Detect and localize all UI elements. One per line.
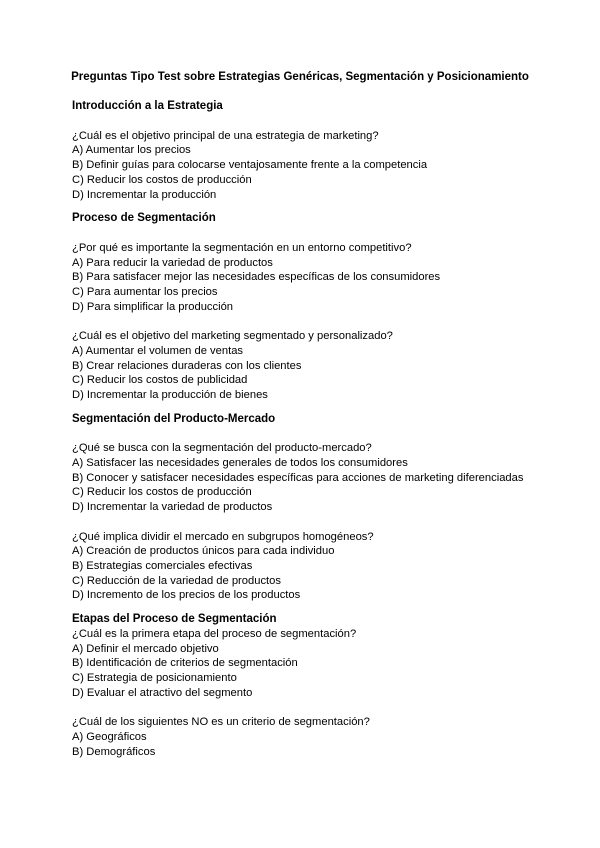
section-heading: Etapas del Proceso de Segmentación <box>72 613 277 626</box>
answer-option: B) Para satisfacer mejor las necesidades específicas de los consumidores <box>72 271 441 284</box>
question-block <box>72 241 542 315</box>
answer-option: B) Definir guías para colocarse ventajosamente frente a la competencia <box>72 159 428 172</box>
answer-option: A) Aumentar el volumen de ventas <box>72 344 244 357</box>
question-block <box>72 329 542 403</box>
answer-option: D) Evaluar el atractivo del segmento <box>72 686 253 699</box>
answer-option: B) Demográficos <box>72 745 156 758</box>
document-title: Preguntas Tipo Test sobre Estrategias Genéricas, Segmentación y Posicionamiento <box>71 71 529 83</box>
answer-option: C) Para aumentar los precios <box>72 286 218 298</box>
section-heading: Proceso de Segmentación <box>72 212 216 225</box>
question-block <box>72 129 542 203</box>
answer-option: A) Geográficos <box>72 730 147 743</box>
question-text: ¿Cuál de los siguientes NO es un criterio de segmentación? <box>72 716 370 729</box>
question-text: ¿Cuál es la primera etapa del proceso de segmentación? <box>72 628 357 641</box>
section-heading: Introducción a la Estrategia <box>72 100 223 112</box>
section-heading: Segmentación del Producto-Mercado <box>72 412 276 425</box>
answer-option: D) Para simplificar la producción <box>72 300 234 313</box>
answer-option: C) Reducción de la variedad de productos <box>72 574 281 587</box>
section-introduccion <box>72 99 542 202</box>
answer-option: A) Definir el mercado objetivo <box>72 642 219 655</box>
question-text: ¿Qué se busca con la segmentación del producto-mercado? <box>72 442 372 455</box>
question-block <box>72 715 542 759</box>
answer-option: B) Conocer y satisfacer necesidades específicas para acciones de marketing diferenciadas <box>72 471 524 484</box>
answer-option: A) Aumentar los precios <box>72 144 191 157</box>
answer-option: B) Identificación de criterios de segmentación <box>72 657 298 670</box>
document-body <box>72 99 542 759</box>
question-block <box>72 530 542 604</box>
question-text: ¿Por qué es importante la segmentación en un entorno competitivo? <box>72 241 412 254</box>
answer-option: D) Incrementar la producción <box>72 188 217 201</box>
answer-option: C) Reducir los costos de publicidad <box>72 374 248 387</box>
answer-option: C) Estrategia de posicionamiento <box>72 672 237 685</box>
answer-option: A) Satisfacer las necesidades generales de todos los consumidores <box>72 457 408 469</box>
answer-option: C) Reducir los costos de producción <box>72 486 252 499</box>
question-text: ¿Qué implica dividir el mercado en subgrupos homogéneos? <box>72 530 374 543</box>
answer-option: D) Incremento de los precios de los productos <box>72 589 301 602</box>
question-block <box>72 441 542 515</box>
question-text: ¿Cuál es el objetivo principal de una estrategia de marketing? <box>72 129 379 142</box>
answer-option: B) Estrategias comerciales efectivas <box>72 559 253 572</box>
section-proceso-segmentacion <box>72 211 542 402</box>
section-etapas-proceso-segmentacion <box>72 612 542 759</box>
answer-option: B) Crear relaciones duraderas con los clientes <box>72 359 302 372</box>
question-block <box>72 627 542 701</box>
answer-option: C) Reducir los costos de producción <box>72 173 252 186</box>
answer-option: D) Incrementar la variedad de productos <box>72 501 273 514</box>
answer-option: D) Incrementar la producción de bienes <box>72 388 268 401</box>
answer-option: A) Para reducir la variedad de productos <box>72 256 273 269</box>
section-segmentacion-producto-mercado <box>72 412 542 603</box>
answer-option: A) Creación de productos únicos para cada individuo <box>72 545 335 558</box>
question-text: ¿Cuál es el objetivo del marketing segmentado y personalizado? <box>72 330 393 343</box>
